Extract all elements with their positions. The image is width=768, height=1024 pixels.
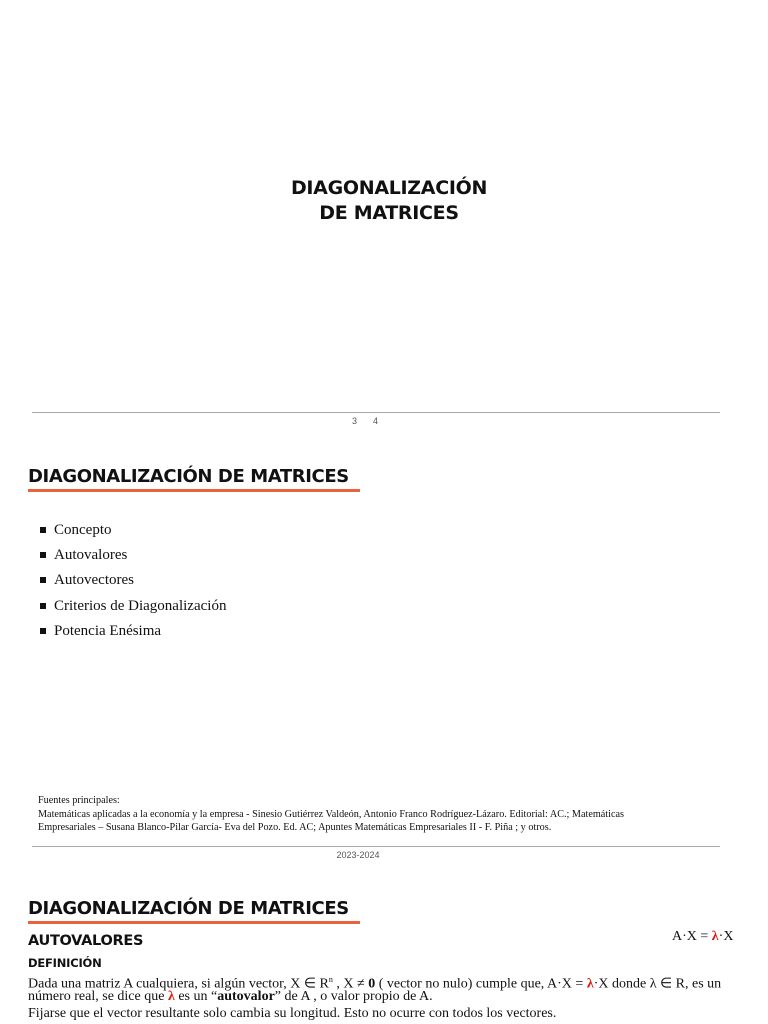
square-bullet-icon	[40, 577, 46, 583]
list-item-label: Concepto	[54, 521, 112, 538]
square-bullet-icon	[40, 527, 46, 533]
autovalor-term: autovalor	[217, 989, 275, 1004]
superscript: n	[328, 975, 333, 984]
sources-note	[38, 794, 728, 835]
list-item-label: Potencia Enésima	[54, 623, 162, 640]
list-item	[40, 593, 226, 618]
text-run: , X ≠	[332, 976, 369, 992]
page-number-current: 3	[352, 416, 358, 426]
square-bullet-icon	[40, 628, 46, 634]
sources-line: Matemáticas aplicadas a la economía y la empresa - Sinesio Gutiérrez Valdeón, Antonio Franco Rodríguez-Lázaro. Editorial: AC.; Matemáticas	[38, 808, 624, 820]
eigen-formula	[672, 929, 733, 945]
slide-title-line-2: DE MATRICES	[319, 202, 459, 224]
formula-text: ·X	[718, 929, 734, 944]
subsection-heading: AUTOVALORES	[28, 933, 144, 949]
sources-title: Fuentes principales:	[38, 795, 120, 806]
page-number-total: 4	[373, 416, 379, 426]
lambda-symbol: λ	[711, 929, 719, 944]
text-run: ” de A , o valor propio de A.	[274, 989, 433, 1004]
list-item-label: Criterios de Diagonalización	[54, 597, 227, 614]
list-item	[40, 568, 226, 593]
zero-vector: 0	[368, 976, 376, 992]
square-bullet-icon	[40, 552, 46, 558]
definition-paragraph-line	[28, 988, 763, 1005]
sources-line: Empresariales – Susana Blanco-Pilar García- Eva del Pozo. Ed. AC; Apuntes Matemáticas Empresariales II - F. Piña ; y otros.	[38, 822, 552, 834]
heading-accent-bar	[28, 921, 360, 924]
text-run: ( vector no nulo) cumple que, A·X =	[375, 976, 587, 992]
contents-list	[40, 517, 226, 644]
list-item	[40, 542, 226, 567]
slide-divider	[32, 412, 720, 413]
page-numbers	[352, 416, 394, 426]
list-item	[40, 619, 226, 644]
heading-accent-bar	[28, 489, 360, 492]
text-run: número real, se dice que	[28, 989, 168, 1004]
list-item-label: Autovalores	[54, 547, 128, 564]
lambda-symbol: λ	[586, 976, 594, 992]
definition-label: DEFINICIÓN	[28, 956, 102, 970]
contents-heading: DIAGONALIZACIÓN DE MATRICES	[28, 466, 349, 487]
slide-title	[0, 176, 768, 226]
section-heading: DIAGONALIZACIÓN DE MATRICES	[28, 898, 349, 919]
text-run: Dada una matriz A cualquiera, si algún vector, X ∈ R	[28, 976, 329, 992]
slide-title-line-1: DIAGONALIZACIÓN	[290, 177, 488, 199]
slide-divider	[32, 846, 720, 847]
academic-year: 2023-2024	[336, 850, 380, 860]
lambda-symbol: λ	[167, 989, 175, 1004]
text-run: es un “	[174, 989, 218, 1004]
list-item-label: Autovectores	[54, 572, 134, 589]
definition-paragraph-line: Fijarse que el vector resultante solo cambia su longitud. Esto no ocurre con todos los vectores.	[28, 1006, 557, 1021]
list-item	[40, 517, 226, 542]
formula-text: A·X =	[672, 929, 712, 944]
square-bullet-icon	[40, 603, 46, 609]
text-run: ·X donde λ ∈ R, es un	[593, 976, 722, 992]
